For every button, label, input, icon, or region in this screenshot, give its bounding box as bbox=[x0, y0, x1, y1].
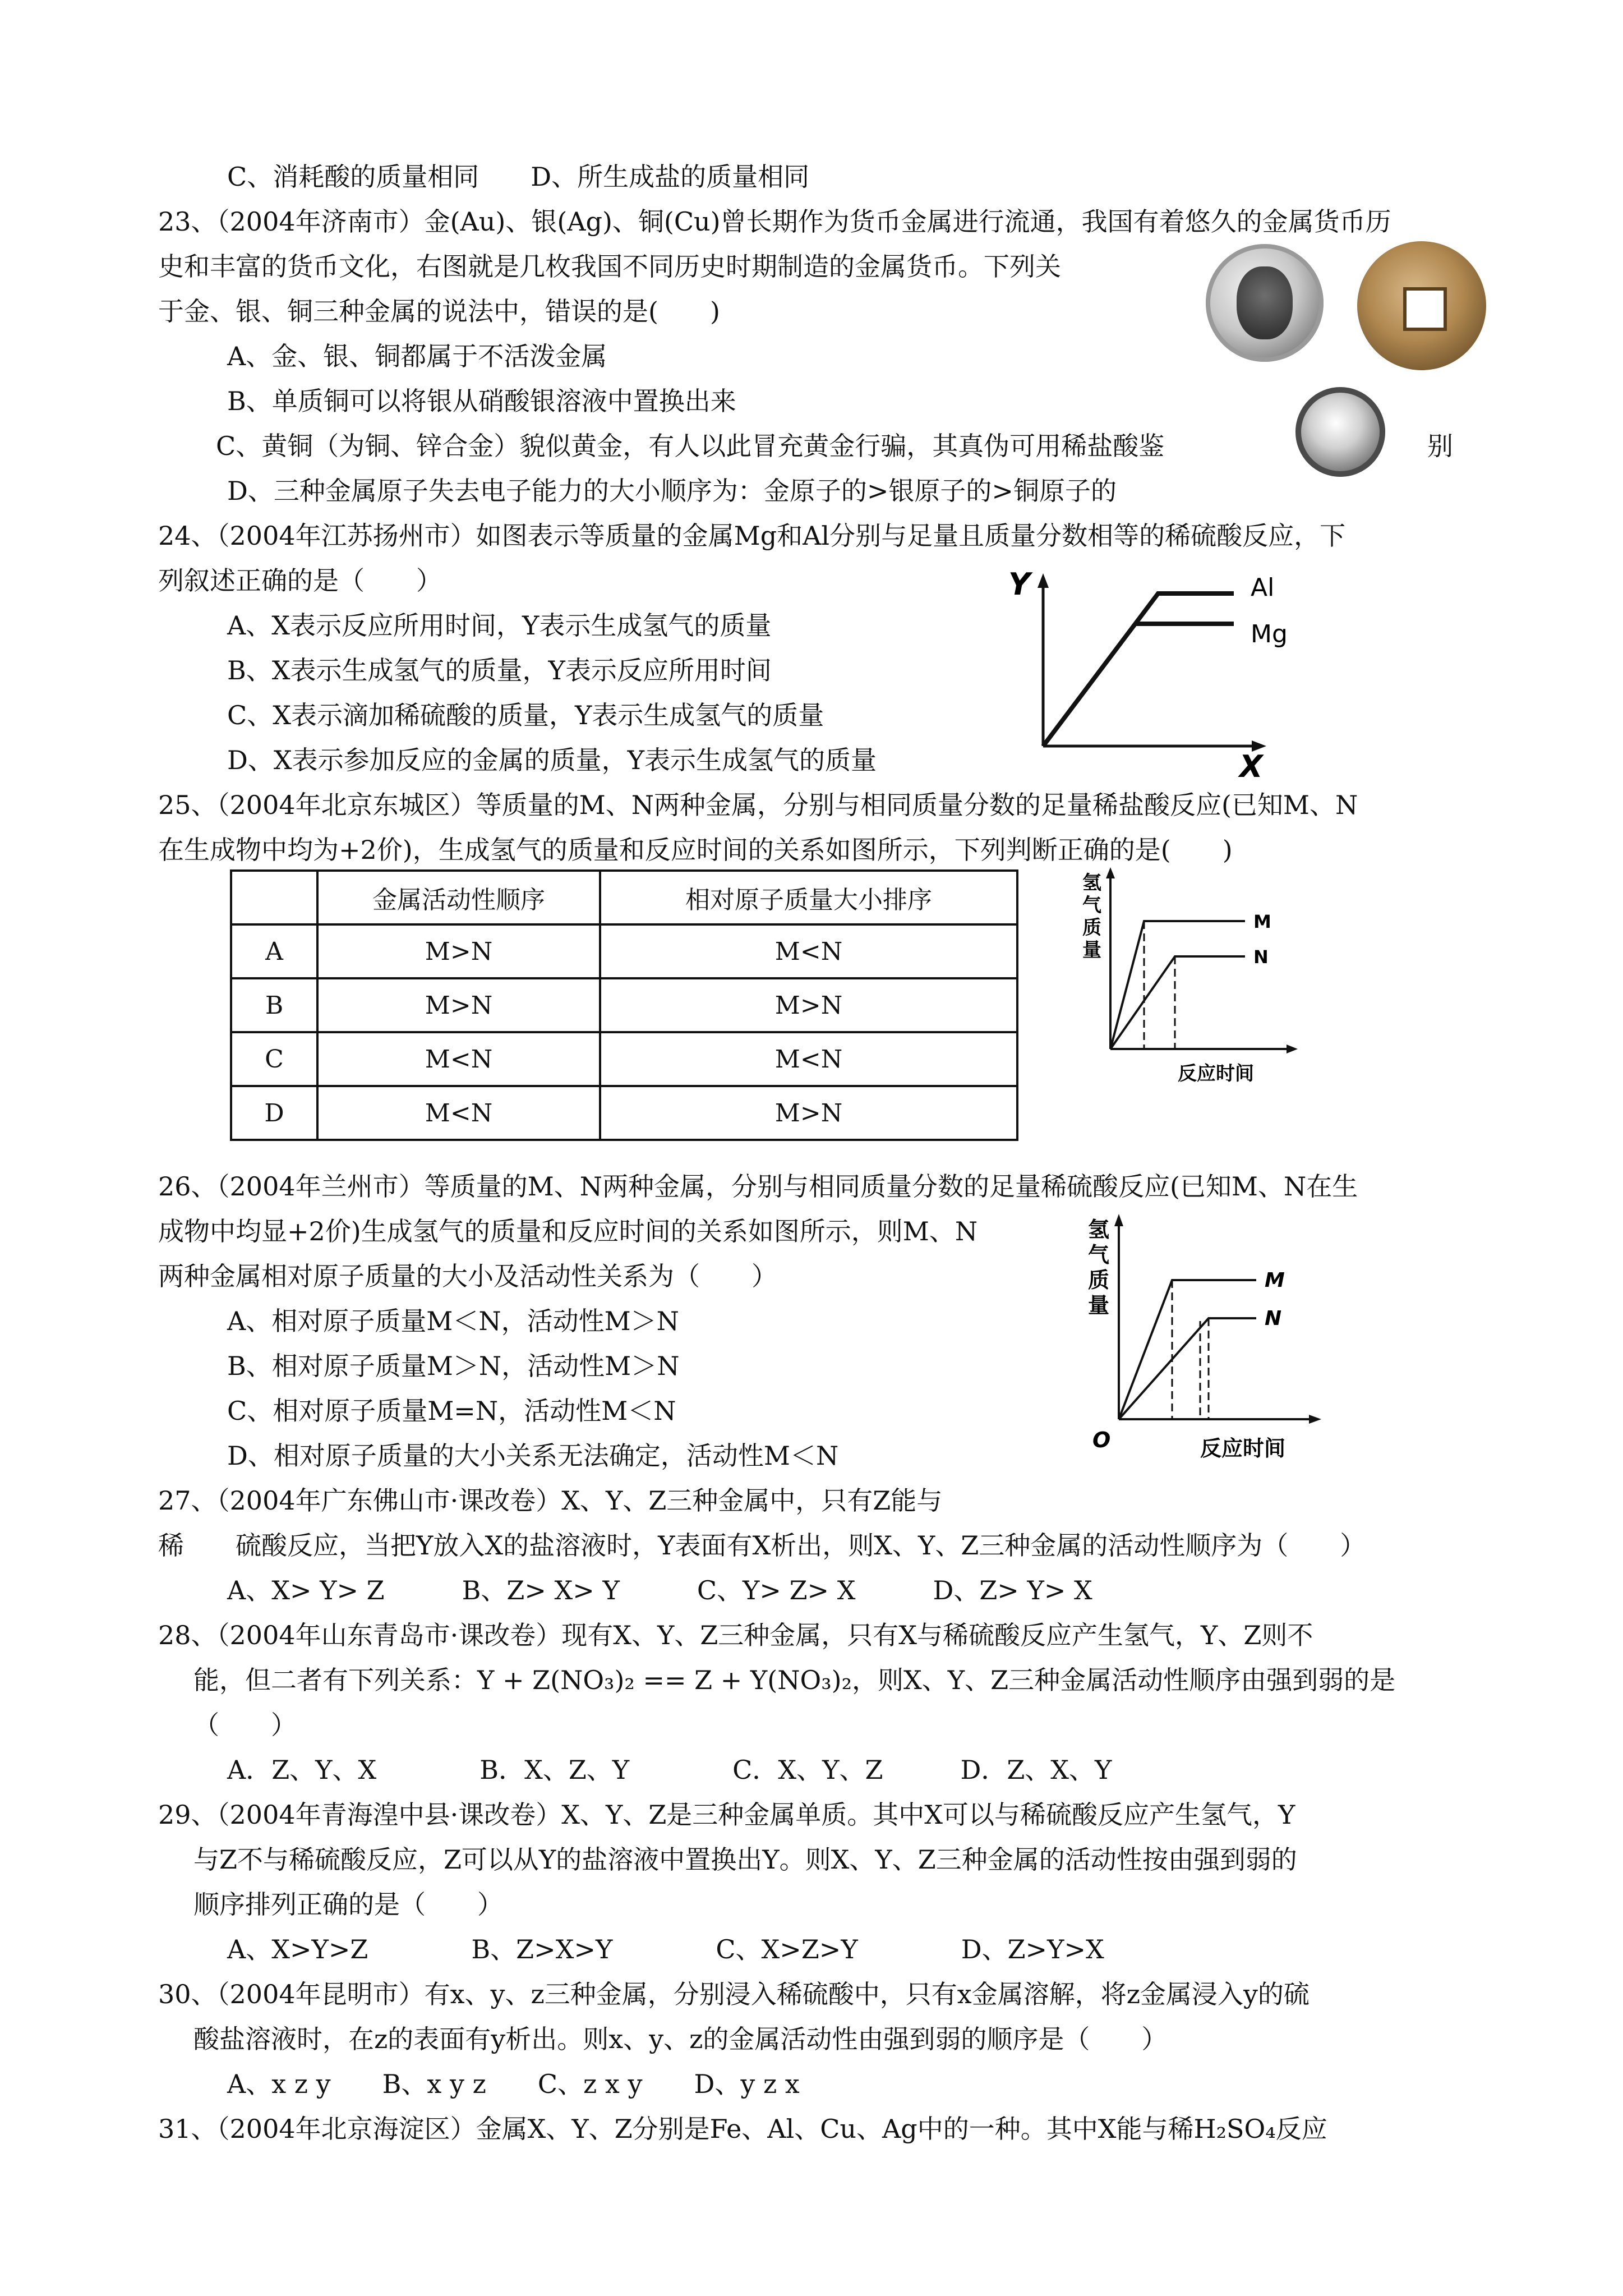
q26-option-b: B、相对原子质量M＞N，活动性M＞N bbox=[227, 1351, 680, 1381]
q25-series-m-line bbox=[1110, 921, 1245, 1049]
table-row bbox=[231, 978, 1017, 1032]
q27-options: A、X> Y> Z B、Z> X> Y C、Y> Z> X D、Z> Y> X bbox=[227, 1575, 1092, 1605]
q25-y-arrow bbox=[1106, 867, 1115, 878]
q27-stem-line2: 稀 硫酸反应，当把Y放入X的盐溶液时，Y表面有X析出，则X、Y、Z三种金属的活动性顺序为（ ） bbox=[158, 1530, 1366, 1561]
q23-option-d: D、三种金属原子失去电子能力的大小顺序为：金原子的>银原子的>铜原子的 bbox=[227, 476, 1117, 506]
q26-series-m-line bbox=[1119, 1280, 1256, 1419]
table-header-cell: 相对原子质量大小排序 bbox=[600, 871, 1017, 924]
q24-option-b: B、X表示生成氢气的质量，Y表示反应所用时间 bbox=[227, 655, 772, 685]
q26-option-c: C、相对原子质量M=N，活动性M＜N bbox=[227, 1396, 676, 1426]
q25-stem-line2: 在生成物中均为+2价)，生成氢气的质量和反应时间的关系如图所示，下列判断正确的是( ) bbox=[158, 835, 1233, 865]
q24-stem-line1: 24、（2004年江苏扬州市）如图表示等质量的金属Mg和Al分别与足量且质量分数相等的稀硫酸反应，下 bbox=[158, 521, 1346, 551]
table-cell: M>N bbox=[317, 978, 600, 1032]
q26-origin-label: O bbox=[1092, 1428, 1111, 1452]
q24-mg-al-graph bbox=[1008, 567, 1290, 784]
table-cell: B bbox=[231, 978, 317, 1032]
q23-stem-line3: 于金、银、铜三种金属的说法中，错误的是( ) bbox=[158, 296, 720, 326]
q26-series-n-label: N bbox=[1265, 1307, 1282, 1330]
table-row bbox=[231, 1086, 1017, 1140]
q25-series-n-label: N bbox=[1253, 946, 1269, 968]
q25-series-m-label: M bbox=[1253, 911, 1271, 932]
q31-stem-line1: 31、（2004年北京海淀区）金属X、Y、Z分别是Fe、Al、Cu、Ag中的一种。其中X能与稀H₂SO₄反应 bbox=[158, 2114, 1327, 2144]
table-cell: M<N bbox=[317, 1086, 600, 1140]
q23-stem-line2: 史和丰富的货币文化，右图就是几枚我国不同历史时期制造的金属货币。下列关 bbox=[158, 251, 1061, 282]
q25-stem-line1: 25、（2004年北京东城区）等质量的M、N两种金属，分别与相同质量分数的足量稀盐酸反应(已知M、N bbox=[158, 790, 1358, 820]
table-cell: M<N bbox=[317, 1032, 600, 1086]
q25-y-label-char: 气 bbox=[1082, 894, 1101, 917]
q30-options: A、x z y B、x y z C、z x y D、y z x bbox=[227, 2069, 800, 2099]
q25-x-label: 反应时间 bbox=[1178, 1062, 1254, 1085]
q26-series-n-line bbox=[1119, 1318, 1256, 1419]
q26-stem-line2: 成物中均显+2价)生成氢气的质量和反应时间的关系如图所示，则M、N bbox=[158, 1216, 978, 1246]
table-cell: M<N bbox=[600, 1032, 1017, 1086]
q30-stem-line2: 酸盐溶液时，在z的表面有y析出。则x、y、z的金属活动性由强到弱的顺序是（ ） bbox=[193, 2024, 1168, 2054]
q26-y-label-char: 氢 bbox=[1088, 1217, 1110, 1242]
q27-stem-line1: 27、（2004年广东佛山市·课改卷）X、Y、Z三种金属中，只有Z能与 bbox=[158, 1485, 943, 1516]
q28-stem-line3: （ ） bbox=[193, 1710, 297, 1740]
q23-option-c: C、黄铜（为铜、锌合金）貌似黄金，有人以此冒充黄金行骗，其真伪可用稀盐酸鉴 bbox=[216, 431, 1165, 461]
q24-option-c: C、X表示滴加稀硫酸的质量，Y表示生成氢气的质量 bbox=[227, 700, 824, 730]
q25-x-arrow bbox=[1287, 1045, 1298, 1053]
table-cell: A bbox=[231, 924, 317, 978]
q26-x-label: 反应时间 bbox=[1200, 1436, 1286, 1461]
q24-x-label: X bbox=[1239, 749, 1263, 784]
q24-stem-line2: 列叙述正确的是（ ） bbox=[158, 565, 442, 596]
table-header-row bbox=[231, 871, 1017, 924]
q26-y-arrow bbox=[1114, 1214, 1123, 1226]
table-row bbox=[231, 1032, 1017, 1086]
copper-cash-square-hole bbox=[1403, 287, 1447, 331]
table-cell: D bbox=[231, 1086, 317, 1140]
q24-series-al-label: Al bbox=[1251, 573, 1275, 602]
q26-option-a: A、相对原子质量M＜N，活动性M＞N bbox=[227, 1306, 679, 1336]
q26-hydrogen-mass-graph bbox=[1066, 1206, 1346, 1470]
table-header-cell bbox=[231, 871, 317, 924]
q22-options-cd: C、消耗酸的质量相同 D、所生成盐的质量相同 bbox=[227, 162, 810, 192]
q28-stem-line2: 能，但二者有下列关系：Y + Z(NO₃)₂ == Z + Y(NO₃)₂，则X、Y、Z三种金属活动性顺序由强到弱的是 bbox=[193, 1665, 1396, 1695]
q24-option-d: D、X表示参加反应的金属的质量，Y表示生成氢气的质量 bbox=[227, 745, 877, 775]
table-row bbox=[231, 924, 1017, 978]
q23-option-c-tail: 别 bbox=[1427, 431, 1453, 461]
q30-stem-line1: 30、（2004年昆明市）有x、y、z三种金属，分别浸入稀硫酸中，只有x金属溶解，将z金属浸入y的硫 bbox=[158, 1979, 1310, 2009]
q24-y-arrow bbox=[1038, 573, 1049, 588]
table-header-cell: 金属活动性顺序 bbox=[317, 871, 600, 924]
silver-coin-portrait-face bbox=[1237, 266, 1293, 339]
q29-stem-line3: 顺序排列正确的是（ ） bbox=[193, 1889, 503, 1920]
q29-options: A、X>Y>Z B、Z>X>Y C、X>Z>Y D、Z>Y>X bbox=[227, 1934, 1104, 1964]
q25-hydrogen-mass-graph bbox=[1066, 864, 1318, 1088]
silver-dollar-dragon-coin-image bbox=[1295, 387, 1385, 477]
q25-options-table bbox=[230, 869, 1018, 1141]
q28-stem-line1: 28、（2004年山东青岛市·课改卷）现有X、Y、Z三种金属，只有X与稀硫酸反应产生氢气，Y、Z则不 bbox=[158, 1620, 1313, 1650]
table-cell: M>N bbox=[317, 924, 600, 978]
q23-option-a: A、金、银、铜都属于不活泼金属 bbox=[227, 341, 607, 371]
q26-stem-line1: 26、（2004年兰州市）等质量的M、N两种金属，分别与相同质量分数的足量稀硫酸反应(已知M、N在生 bbox=[158, 1171, 1358, 1202]
q26-y-label-char: 质 bbox=[1088, 1268, 1110, 1292]
q25-y-label-char: 量 bbox=[1082, 939, 1101, 961]
q29-stem-line2: 与Z不与稀硫酸反应，Z可以从Y的盐溶液中置换出Y。则X、Y、Z三种金属的活动性按由强到弱的 bbox=[193, 1844, 1297, 1875]
q29-stem-line1: 29、（2004年青海湟中县·课改卷）X、Y、Z是三种金属单质。其中X可以与稀硫酸反应产生氢气，Y bbox=[158, 1800, 1295, 1830]
q28-options: A．Z、Y、X B．X、Z、Y C．X、Y、Z D．Z、X、Y bbox=[227, 1755, 1112, 1785]
q26-y-label-char: 气 bbox=[1088, 1243, 1110, 1267]
q23-stem-line1: 23、（2004年济南市）金(Au)、银(Ag)、铜(Cu)曾长期作为货币金属进行流通，我国有着悠久的金属货币历 bbox=[158, 206, 1391, 237]
table-cell: M<N bbox=[600, 924, 1017, 978]
q24-y-label: Y bbox=[1008, 567, 1031, 602]
table-cell: M>N bbox=[600, 978, 1017, 1032]
q24-series-mg-label: Mg bbox=[1251, 620, 1288, 648]
q25-y-label-char: 质 bbox=[1082, 917, 1101, 939]
q26-series-m-label: M bbox=[1265, 1269, 1285, 1292]
q26-y-label-char: 量 bbox=[1088, 1293, 1110, 1318]
q25-y-label-char: 氢 bbox=[1082, 872, 1101, 894]
q26-option-d: D、相对原子质量的大小关系无法确定，活动性M＜N bbox=[227, 1441, 839, 1471]
q24-series-al-line bbox=[1043, 593, 1234, 746]
table-cell: C bbox=[231, 1032, 317, 1086]
q23-option-b: B、单质铜可以将银从硝酸银溶液中置换出来 bbox=[227, 386, 736, 416]
q24-option-a: A、X表示反应所用时间，Y表示生成氢气的质量 bbox=[227, 610, 772, 641]
table-cell: M>N bbox=[600, 1086, 1017, 1140]
q26-x-arrow bbox=[1309, 1415, 1321, 1424]
q26-stem-line3: 两种金属相对原子质量的大小及活动性关系为（ ） bbox=[158, 1261, 777, 1291]
